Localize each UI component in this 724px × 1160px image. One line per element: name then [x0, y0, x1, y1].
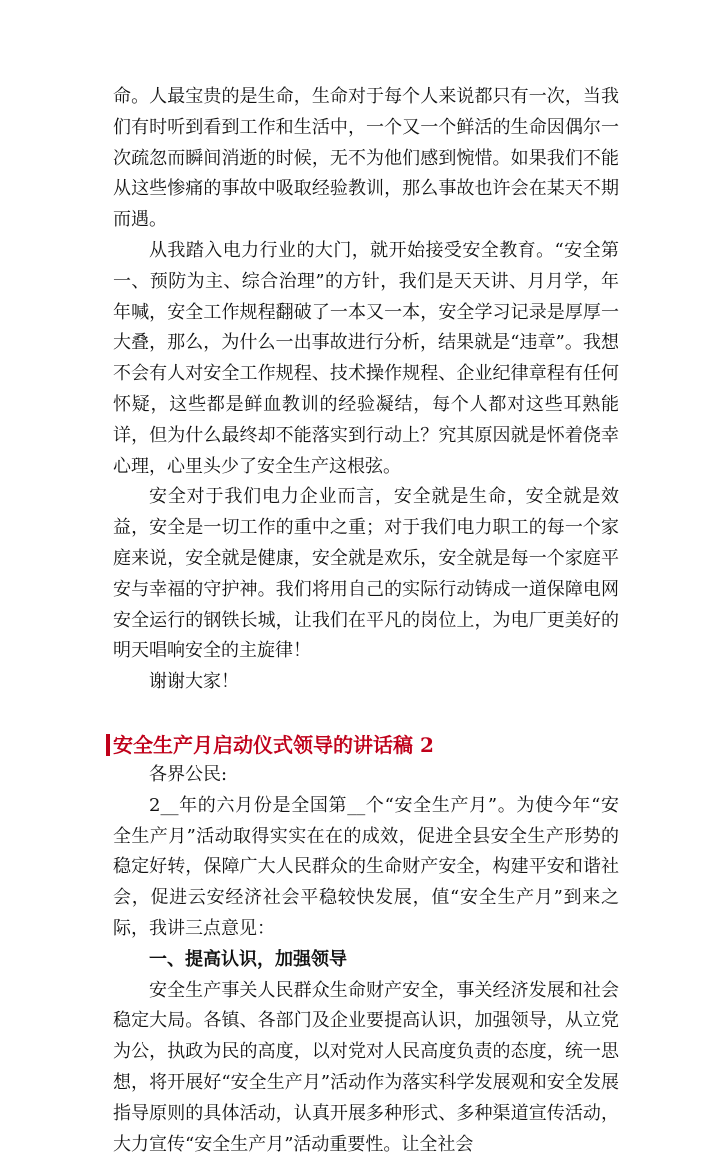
speech2-title: [113, 730, 619, 760]
speech2-greeting: 各界公民:: [149, 763, 228, 785]
speech2-title-text: 安全生产月启动仪式领导的讲话稿 2: [113, 732, 434, 757]
heading-marker-bar: [106, 734, 110, 756]
speech1-closing: 谢谢大家！: [149, 671, 239, 693]
speech2-section-heading-1: 一、提高认识，加强领导: [149, 948, 347, 970]
speech1-paragraph-3: 安全对于我们电力企业而言，安全就是生命，安全就是效益，安全是一切工作的重中之重；对于我们电力职工的每一个家庭来说，安全就是健康，安全就是欢乐，安全就是每一个家庭平安与幸福的守护神。我们将用自己的实际行动铸成一道保障电网安全运行的钢铁长城，让我们在平凡的岗位上，为电厂更美好的明天唱响安全的主旋律！: [113, 486, 619, 662]
speech2-paragraph-1: 2__年的六月份是全国第__个“安全生产月”。为使今年“安全生产月”活动取得实实在在的成效，促进全县安全生产形势的稳定好转，保障广大人民群众的生命财产安全，构建平安和谐社会，促进云安经济社会平稳较快发展，值“安全生产月”到来之际，我讲三点意见：: [113, 794, 619, 939]
speech1-paragraph-1: 命。人最宝贵的是生命，生命对于每个人来说都只有一次，当我们有时听到看到工作和生活中，一个又一个鲜活的生命因偶尔一次疏忽而瞬间消逝的时候，无不为他们感到惋惜。如果我们不能从这些惨痛的事故中吸取经验教训，那么事故也许会在某天不期而遇。: [113, 86, 619, 231]
speech2-paragraph-2: 安全生产事关人民群众生命财产安全，事关经济发展和社会稳定大局。各镇、各部门及企业要提高认识，加强领导，从立党为公，执政为民的高度，以对党对人民高度负责的态度，统一思想，将开展好“安全生产月”活动作为落实科学发展观和安全发展指导原则的具体活动，认真开展多种形式、多种渠道宣传活动，大力宣传“安全生产月”活动重要性。让全社会: [113, 979, 619, 1155]
speech1-paragraph-2: 从我踏入电力行业的大门，就开始接受安全教育。“安全第一、预防为主、综合治理”的方针，我们是天天讲、月月学，年年喊，安全工作规程翻破了一本又一本，安全学习记录是厚厚一大叠，那么，为什么一出事故进行分析，结果就是“违章”。我想不会有人对安全工作规程、技术操作规程、企业纪律章程有任何怀疑，这些都是鲜血教训的经验凝结，每个人都对这些耳熟能详，但为什么最终却不能落实到行动上？究其原因就是怀着侥幸心理，心里头少了安全生产这根弦。: [113, 239, 619, 477]
document-page: [113, 82, 619, 1160]
